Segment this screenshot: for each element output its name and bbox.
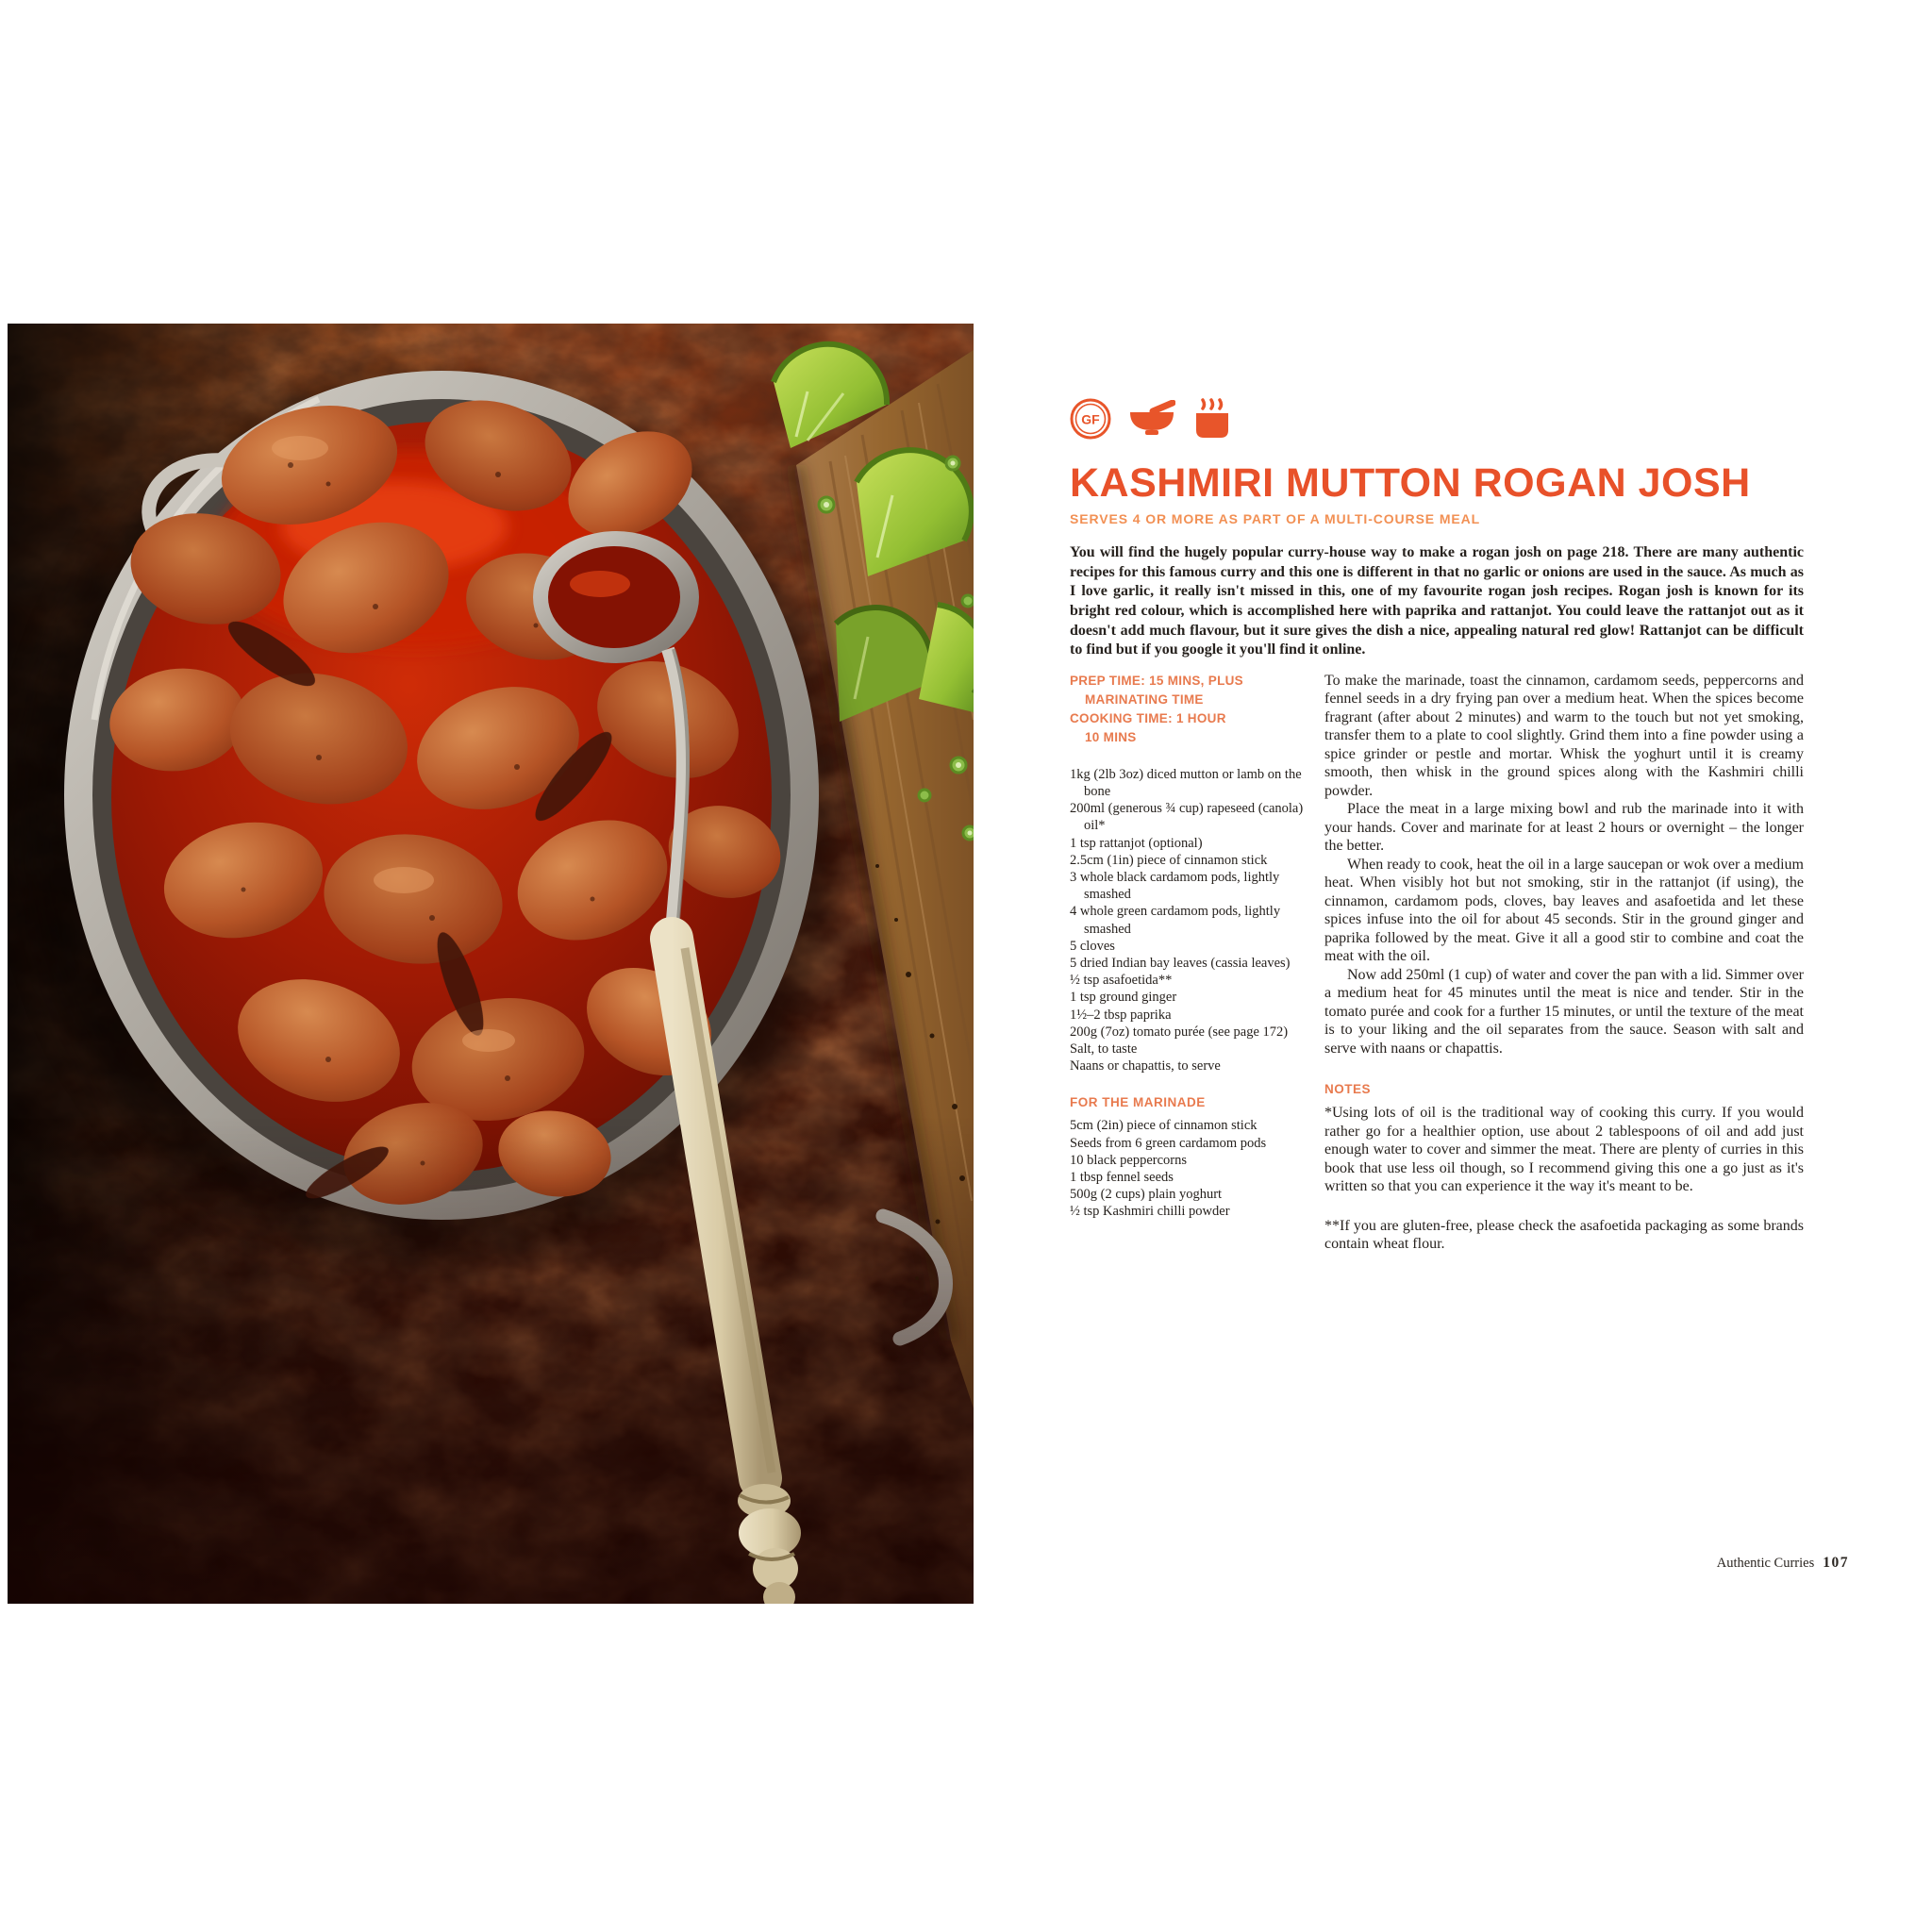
method-column (1324, 672, 1804, 1254)
recipe-title: KASHMIRI MUTTON ROGAN JOSH (1070, 460, 1751, 506)
marinade-ingredient: 500g (2 cups) plain yoghurt (1070, 1187, 1223, 1203)
gluten-free-icon (1070, 398, 1111, 440)
marinade-ingredient: ½ tsp Kashmiri chilli powder (1070, 1204, 1230, 1220)
ingredient: 1kg (2lb 3oz) diced mutton or lamb on the bone (1070, 766, 1302, 799)
method-steps (1324, 672, 1804, 1058)
recipe-intro: You will find the hugely popular curry-house way to make a rogan josh on page 218. There are many authentic recipes for this famous curry and this one is different in that no garlic or onions are used in the sauce. As much as I love garlic, it really isn't missed in this, one of my favourite rogan josh recipes. Rogan josh is known for its bright red colour, which is accomplished here with paprika and rattanjot. You could leave the rattanjot out as it doesn't add much flavour, but it sure gives the dish a nice, appealing natural red glow! Rattanjot can be difficult to find but if you google it you'll find it online. (1070, 544, 1804, 658)
svg-text:GF: GF (1081, 411, 1100, 427)
method-paragraph: When ready to cook, heat the oil in a large saucepan or wok over a medium heat. When visibly hot but not smoking, stir in the rattanjot (if using), the cinnamon, cardamom pods, cloves, bay leaves and asafoetida and let these spices infuse into the oil for about 45 seconds. Stir in the ground ginger and paprika followed by the meat. Give it all a good stir to combine and coat the meat with the oil. (1324, 856, 1804, 965)
ingredient: 200ml (generous ¾ cup) rapeseed (canola) oil* (1070, 801, 1304, 834)
ingredient: 1½–2 tbsp paprika (1070, 1007, 1172, 1023)
cook-time-line: COOKING TIME: 1 HOUR (1070, 710, 1226, 725)
marinade-ingredient: 10 black peppercorns (1070, 1152, 1188, 1168)
method-paragraph: Place the meat in a large mixing bowl and rub the marinade into it with your hands. Cover and marinate for at least 2 hours or overnight – the longer the better. (1324, 801, 1804, 855)
ingredient: Naans or chapattis, to serve (1070, 1058, 1221, 1074)
steaming-pot-icon (1192, 396, 1232, 440)
notes (1324, 1104, 1804, 1254)
prep-cook-times (1070, 672, 1317, 747)
serves-line: SERVES 4 OR MORE AS PART OF A MULTI-COURSE MEAL (1070, 511, 1481, 527)
recipe-content (1070, 396, 1804, 1254)
recipe-photo (8, 324, 974, 1604)
ingredient: 1 tsp rattanjot (optional) (1070, 835, 1203, 851)
ingredient: 5 dried Indian bay leaves (cassia leaves) (1070, 955, 1291, 971)
ingredient: ½ tsp asafoetida** (1070, 973, 1173, 989)
prep-time-line: MARINATING TIME (1085, 691, 1204, 707)
page-number: 107 (1823, 1555, 1849, 1571)
ingredient: 1 tsp ground ginger (1070, 990, 1177, 1006)
note: **If you are gluten-free, please check the asafoetida packaging as some brands contain wheat flour. (1324, 1217, 1804, 1253)
ingredient: 4 whole green cardamom pods, lightly smashed (1070, 904, 1281, 937)
ingredient: 200g (7oz) tomato purée (see page 172) (1070, 1024, 1289, 1040)
marinade-ingredient: Seeds from 6 green cardamom pods (1070, 1135, 1267, 1151)
mortar-pestle-icon (1128, 400, 1175, 440)
ingredient: 5 cloves (1070, 938, 1115, 954)
ingredient: 3 whole black cardamom pods, lightly smashed (1070, 869, 1280, 903)
recipe-badges (1070, 396, 1804, 440)
method-paragraph: To make the marinade, toast the cinnamon, cardamom seeds, peppercorns and fennel seeds in a dry frying pan over a medium heat. When the spices become fragrant (after about 2 minutes) and warm to the touch but not yet smoking, transfer them to a plate to cool slightly. Grind them into a fine powder using a spice grinder or pestle and mortar. Whisk the yoghurt until it is creamy smooth, then whisk in the ground spices along with the Kashmiri chilli powder. (1324, 672, 1804, 799)
marinade-heading: FOR THE MARINADE (1070, 1095, 1206, 1110)
marinade-ingredient: 5cm (2in) piece of cinnamon stick (1070, 1118, 1257, 1134)
recipe-columns (1070, 672, 1804, 1254)
ingredient: Salt, to taste (1070, 1041, 1138, 1057)
ingredients-column (1070, 672, 1317, 1254)
notes-heading: NOTES (1324, 1082, 1372, 1097)
note: *Using lots of oil is the traditional way of cooking this curry. If you would rather go for a healthier option, use about 2 tablespoons of oil and add just enough water to cover and simmer the meat. There are plenty of curries in this book that use less oil though, so I recommend giving this one a go just as it's written so that you can experience it the way it's meant to be. (1324, 1105, 1804, 1195)
ingredient-list (1070, 766, 1317, 1075)
cook-time-line: 10 MINS (1085, 729, 1137, 744)
method-paragraph: Now add 250ml (1 cup) of water and cover the pan with a lid. Simmer over a medium heat for 45 minutes until the meat is nice and tender. Stir in the tomato purée and cook for a further 15 minutes, or until the texture of the meat is to your liking and the oil separates from the sauce. Season with salt and serve with naans or chapattis. (1324, 966, 1804, 1057)
ingredient: 2.5cm (1in) piece of cinnamon stick (1070, 852, 1268, 868)
marinade-ingredient: 1 tbsp fennel seeds (1070, 1169, 1174, 1185)
footer-section-title: Authentic Curries (1716, 1556, 1815, 1571)
prep-time-line: PREP TIME: 15 MINS, PLUS (1070, 673, 1243, 688)
marinade-list (1070, 1117, 1317, 1220)
page-footer (1717, 1555, 1849, 1572)
